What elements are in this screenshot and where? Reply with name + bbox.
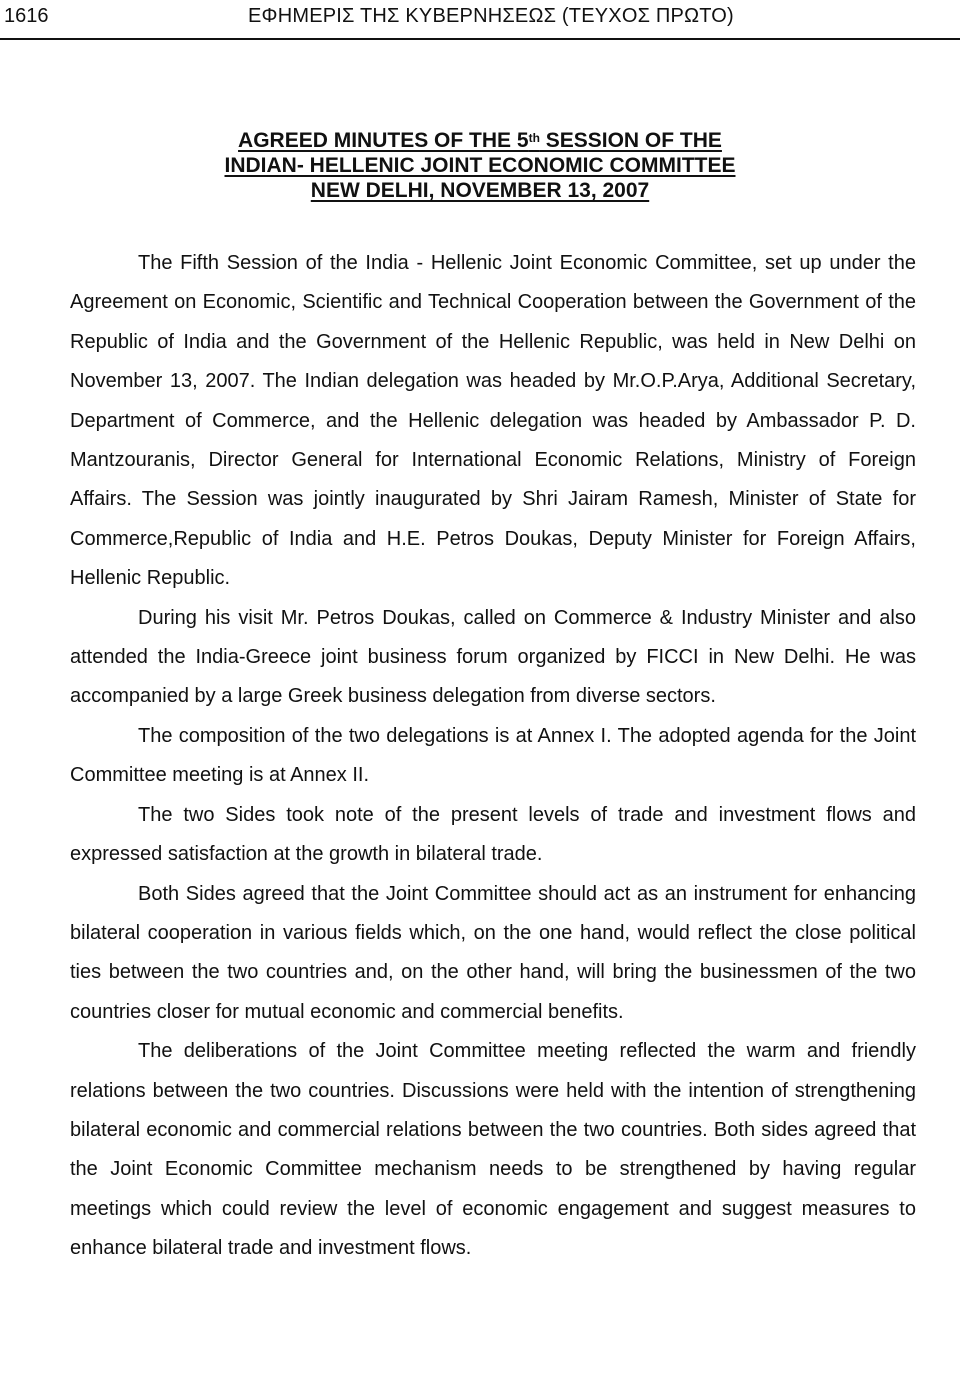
running-header [0,0,960,40]
paragraph-deliberations: The deliberations of the Joint Committee meeting reflected the warm and friendly relations between the two countries. Discussions were held with the intention of strengthening bilateral economic and commercial relations between the two countries. Both sides agreed that the Joint Economic Committee mechanism needs to be strengthened by having regular meetings which could review the level of economic engagement and suggest measures to enhance bilateral trade and investment flows. [70,1040,916,1260]
title-line-1-prefix: AGREED MINUTES OF THE 5 [238,129,529,152]
paragraph-joint-committee-role: Both Sides agreed that the Joint Committee should act as an instrument for enhancing bilateral cooperation in various fields which, on the one hand, would reflect the close political ties between the two countries and, on the other hand, will bring the businessmen of the two countries closer for mutual economic and commercial benefits. [70,882,916,1023]
paragraph-session-overview: The Fifth Session of the India - Hellenic Joint Economic Committee, set up under the Agreement on Economic, Scientific and Technical Cooperation between the Government of the Republic of India and the Government of the Hellenic Republic, was held in New Delhi on November 13, 2007. The Indian delegation was headed by Mr.O.P.Arya, Additional Secretary, Department of Commerce, and the Hellenic delegation was headed by Ambassador P. D. Mantzouranis, Director General for International Economic Relations, Ministry of Foreign Affairs. The Session was jointly inaugurated by Shri Jairam Ramesh, Minister of State for Commerce,Republic of India and H.E. Petros Doukas, Deputy Minister for Foreign Affairs, Hellenic Republic. [70,252,916,590]
page-number: 1616 [4,5,49,27]
paragraph-annexes: The composition of the two delegations is at Annex I. The adopted agenda for the Joint Committee meeting is at Annex II. [70,724,916,787]
title-line-1-suffix: SESSION OF THE [539,129,722,152]
title-superscript: th [528,131,540,145]
paragraph-trade-levels: The two Sides took note of the present levels of trade and investment flows and expressed satisfaction at the growth in bilateral trade. [70,803,916,866]
paragraph-visit: During his visit Mr. Petros Doukas, called on Commerce & Industry Minister and also attended the India-Greece joint business forum organized by FICCI in New Delhi. He was accompanied by a large Greek business delegation from diverse sectors. [70,606,916,708]
body-text [70,244,916,1269]
title-line-1 [0,128,960,153]
journal-title: ΕΦΗΜΕΡΙΣ ΤΗΣ ΚΥΒΕΡΝΗΣΕΩΣ (ΤΕΥΧΟΣ ΠΡΩΤΟ) [248,5,734,27]
document-title [0,128,960,203]
title-line-2: INDIAN- HELLENIC JOINT ECONOMIC COMMITTEE [224,154,736,177]
title-line-3: NEW DELHI, NOVEMBER 13, 2007 [310,179,650,202]
